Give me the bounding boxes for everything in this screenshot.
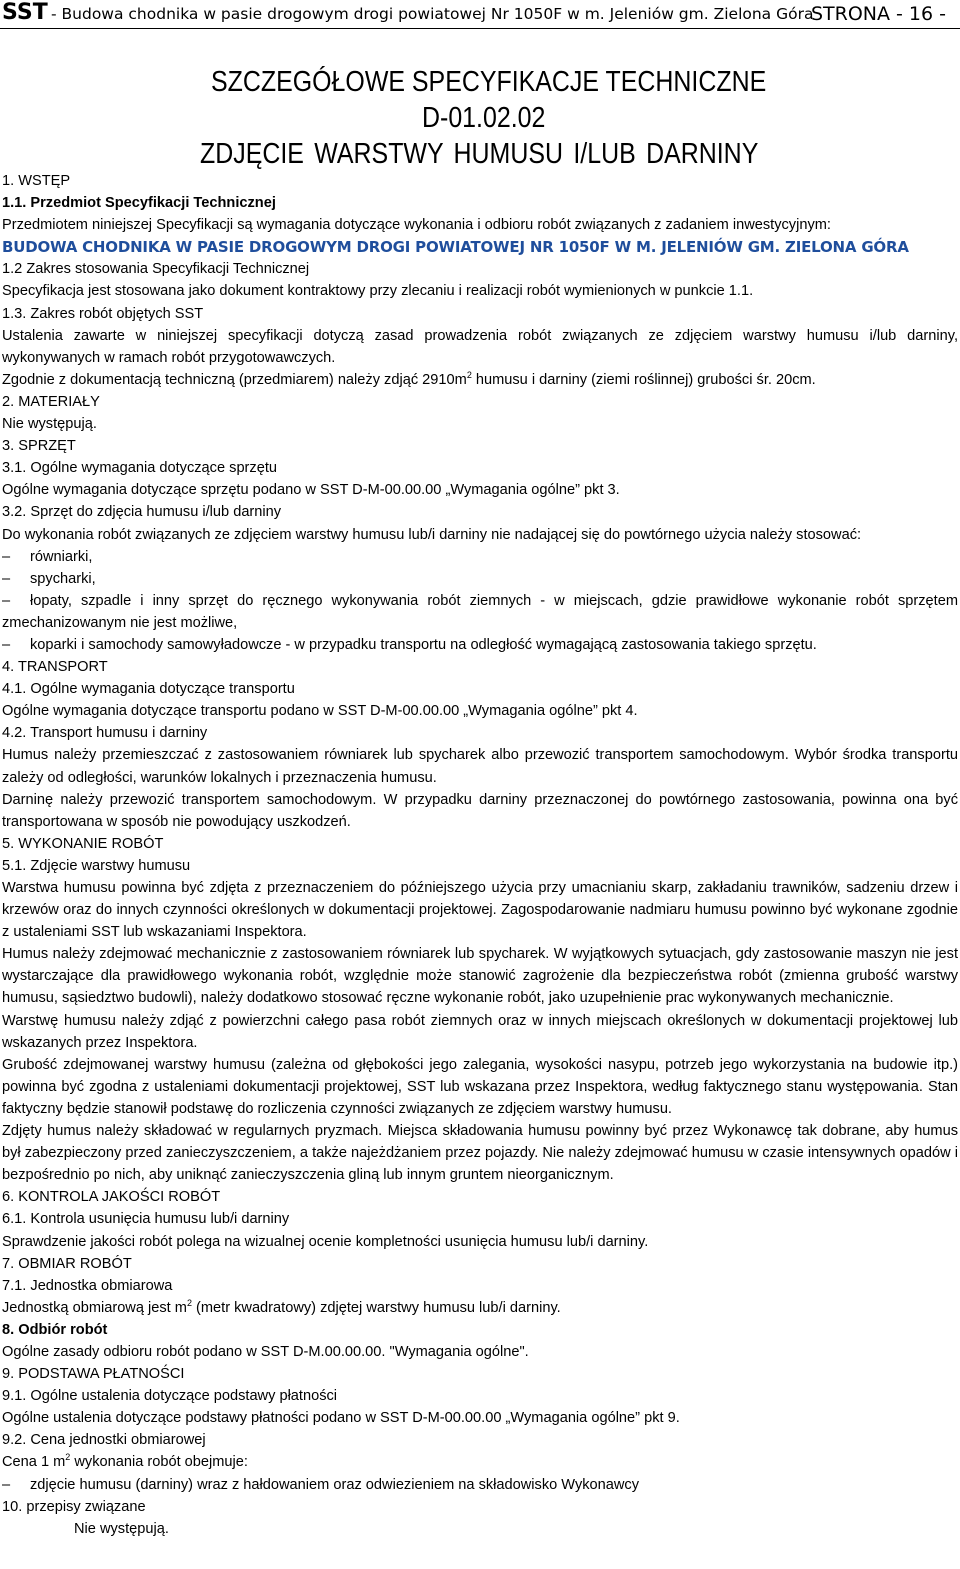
- paragraph: Przedmiotem niniejszej Specyfikacji są wymagania dotyczące wykonania i odbioru robót związanych z zadaniem inwestycyjnym:: [2, 217, 831, 234]
- document-subject: ZDJĘCIE WARSTWY HUMUSU I/LUB DARNINY: [200, 138, 759, 170]
- paragraph: Zdjęty humus należy składować w regularnych pryzmach. Miejsca składowania humusu powinny być przez Wykonawcę tak dobrane, aby humus był zabezpieczony przed zanieczyszczeniem, a także najeżdżaniem przez pojazdy. Nie należy zdejmować humusu w czasie intensywnych opadów i bezpośrednio po nich, aby uniknąć zanieczyszczenia gliną lub innym gruntem nieorganicznym.: [2, 1123, 958, 1184]
- subsection-heading: 9.1. Ogólne ustalenia dotyczące podstawy płatności: [2, 1388, 338, 1405]
- header-title: - Budowa chodnika w pasie drogowym drogi powiatowej Nr 1050F w m. Jeleniów gm. Zielona Góra: [51, 5, 814, 23]
- subsection-heading: 6.1. Kontrola usunięcia humusu lub/i darniny: [2, 1211, 290, 1228]
- section-heading: 4. TRANSPORT: [2, 659, 108, 676]
- section-heading: 1. WSTĘP: [2, 173, 71, 189]
- paragraph: Warstwę humusu należy zdjąć z powierzchni całego pasa robót ziemnych oraz w innych miejscach określonych w dokumentacji projektowej lub wskazanych przez Inspektora.: [2, 1012, 958, 1051]
- section-heading: 7. OBMIAR ROBÓT: [2, 1255, 132, 1272]
- header-page-number: STRONA - 16 -: [810, 3, 946, 25]
- subsection-heading: 1.3. Zakres robót objętych SST: [2, 305, 204, 322]
- document-title: SZCZEGÓŁOWE SPECYFIKACJE TECHNICZNE: [211, 66, 767, 98]
- subsection-heading: 9.2. Cena jednostki obmiarowej: [2, 1432, 206, 1449]
- subsection-heading: 4.1. Ogólne wymagania dotyczące transportu: [2, 681, 295, 698]
- paragraph: Warstwa humusu powinna być zdjęta z przeznaczeniem do późniejszego użycia przy umacnianiu skarp, zakładaniu trawników, sadzeniu drzew i krzewów oraz do innych czynności określonych w dokumentacji projektowej. Zagospodarowanie nadmiaru humusu powinno być wykonane zgodnie z ustaleniami SST lub wskazaniami Inspektora.: [2, 880, 958, 941]
- list-item: – zdjęcie humusu (darniny) wraz z hałdowaniem oraz odwiezieniem na składowisko Wykonawcy: [2, 1474, 958, 1496]
- subsection-heading: 5.1. Zdjęcie warstwy humusu: [2, 857, 191, 874]
- section-heading: 6. KONTROLA JAKOŚCI ROBÓT: [2, 1189, 221, 1206]
- subsection-heading: 1.2 Zakres stosowania Specyfikacji Technicznej: [2, 261, 310, 278]
- paragraph: Ogólne ustalenia dotyczące podstawy płatności podano w SST D-M-00.00.00 „Wymagania ogólne” pkt 9.: [2, 1410, 680, 1427]
- document-code: D-01.02.02: [422, 102, 546, 134]
- subsection-heading: 1.1. Przedmiot Specyfikacji Technicznej: [2, 195, 276, 212]
- paragraph: Cena 1 $m^2$ wykonania robót obejmuje:: [2, 1452, 248, 1471]
- section-heading: 10. przepisy związane: [2, 1498, 146, 1515]
- paragraph: Nie występują.: [74, 1520, 169, 1537]
- paragraph: Jednostką obmiarową jest $m^2$ (metr kwadratowy) zdjętej warstwy humusu lub/i darniny.: [2, 1297, 561, 1316]
- subsection-heading: 3.2. Sprzęt do zdjęcia humusu i/lub darniny: [2, 504, 282, 521]
- paragraph: Ustalenia zawarte w niniejszej specyfikacji dotyczą zasad prowadzenia robót związanych ze zdjęciem warstwy humusu i/lub darniny, wykonywanych w ramach robót przygotowawczych.: [2, 327, 958, 366]
- document-body: [2, 170, 958, 1540]
- paragraph: Nie występują.: [2, 416, 97, 433]
- list-item: – spycharki,: [2, 568, 958, 590]
- paragraph: Ogólne zasady odbioru robót podano w SST D-M.00.00.00. "Wymagania ogólne".: [2, 1343, 529, 1360]
- subsection-heading: 4.2. Transport humusu i darniny: [2, 725, 208, 742]
- paragraph: Humus należy zdejmować mechanicznie z zastosowaniem równiarek lub spycharek. W wyjątkowych sytuacjach, gdy zastosowanie maszyn nie jest wystarczające dla prawidłowego wykonania robót, względnie może stanowić zagrożenie dla bezpieczeństwa robót (zmienna grubość warstwy humusu, sąsiedztwo budowli), należy dodatkowo stosować ręczne wykonanie robót, jako uzupełnienie prac wykonywanych mechanicznie.: [2, 946, 958, 1007]
- section-heading: 3. SPRZĘT: [2, 438, 76, 455]
- subsection-heading: 7.1. Jednostka obmiarowa: [2, 1277, 173, 1294]
- paragraph: Ogólne wymagania dotyczące transportu podano w SST D-M-00.00.00 „Wymagania ogólne” pkt 4.: [2, 703, 638, 720]
- section-heading: 5. WYKONANIE ROBÓT: [2, 835, 164, 852]
- page-header: [0, 0, 960, 29]
- header-code: SST: [2, 0, 48, 25]
- paragraph: Humus należy przemieszczać z zastosowaniem równiarek lub spycharek albo przewozić transportem samochodowym. Wybór środka transportu zależy od odległości, warunków lokalnych i przeznaczenia humusu.: [2, 747, 958, 786]
- list-item: – koparki i samochody samowyładowcze - w przypadku transportu na odległość wymagającą zastosowania takiego sprzętu.: [2, 634, 958, 656]
- list-item: – łopaty, szpadle i inny sprzęt do ręcznego wykonywania robót ziemnych - w miejscach, gdzie prawidłowe wykonanie robót sprzętem zmechanizowanym nie jest możliwe,: [2, 592, 958, 631]
- project-name: BUDOWA CHODNIKA W PASIE DROGOWYM DROGI POWIATOWEJ NR 1050F W M. JELENIÓW GM. ZIELONA GÓRA: [2, 238, 909, 257]
- paragraph: Ogólne wymagania dotyczące sprzętu podano w SST D-M-00.00.00 „Wymagania ogólne” pkt 3.: [2, 482, 620, 499]
- section-heading: 8. Odbiór robót: [2, 1321, 108, 1338]
- section-heading: 9. PODSTAWA PŁATNOŚCI: [2, 1366, 185, 1383]
- paragraph: Specyfikacja jest stosowana jako dokument kontraktowy przy zlecaniu i realizacji robót wymienionych w punkcie 1.1.: [2, 283, 754, 300]
- paragraph: Sprawdzenie jakości robót polega na wizualnej ocenie kompletności usunięcia humusu lub/i darniny.: [2, 1233, 649, 1250]
- paragraph: Grubość zdejmowanej warstwy humusu (zależna od głębokości jego zalegania, wysokości nasypu, potrzeb jego wykorzystania na budowie itp.) powinna być zgodna z ustaleniami dokumentacji projektowej, SST lub wskazana przez Inspektora, według faktycznego stanu występowania. Stan faktyczny będzie stanowił podstawę do rozliczenia czynności związanych ze zdjęciem warstwy humusu.: [2, 1056, 958, 1117]
- paragraph: Do wykonania robót związanych ze zdjęciem warstwy humusu lub/i darniny nie nadającej się do powtórnego użycia należy stosować:: [2, 526, 862, 543]
- paragraph: Darninę należy przewozić transportem samochodowym. W przypadku darniny przeznaczonej do powtórnego zastosowania, powinna ona być transportowana w sposób nie powodujący uszkodzeń.: [2, 791, 958, 830]
- section-heading: 2. MATERIAŁY: [2, 393, 100, 410]
- list-item: – równiarki,: [2, 546, 958, 568]
- paragraph: Zgodnie z dokumentacją techniczną (przedmiarem) należy zdjąć $2910m^2$ humusu i darniny (ziemi roślinnej) grubości śr. 20cm.: [2, 369, 816, 388]
- subsection-heading: 3.1. Ogólne wymagania dotyczące sprzętu: [2, 460, 278, 477]
